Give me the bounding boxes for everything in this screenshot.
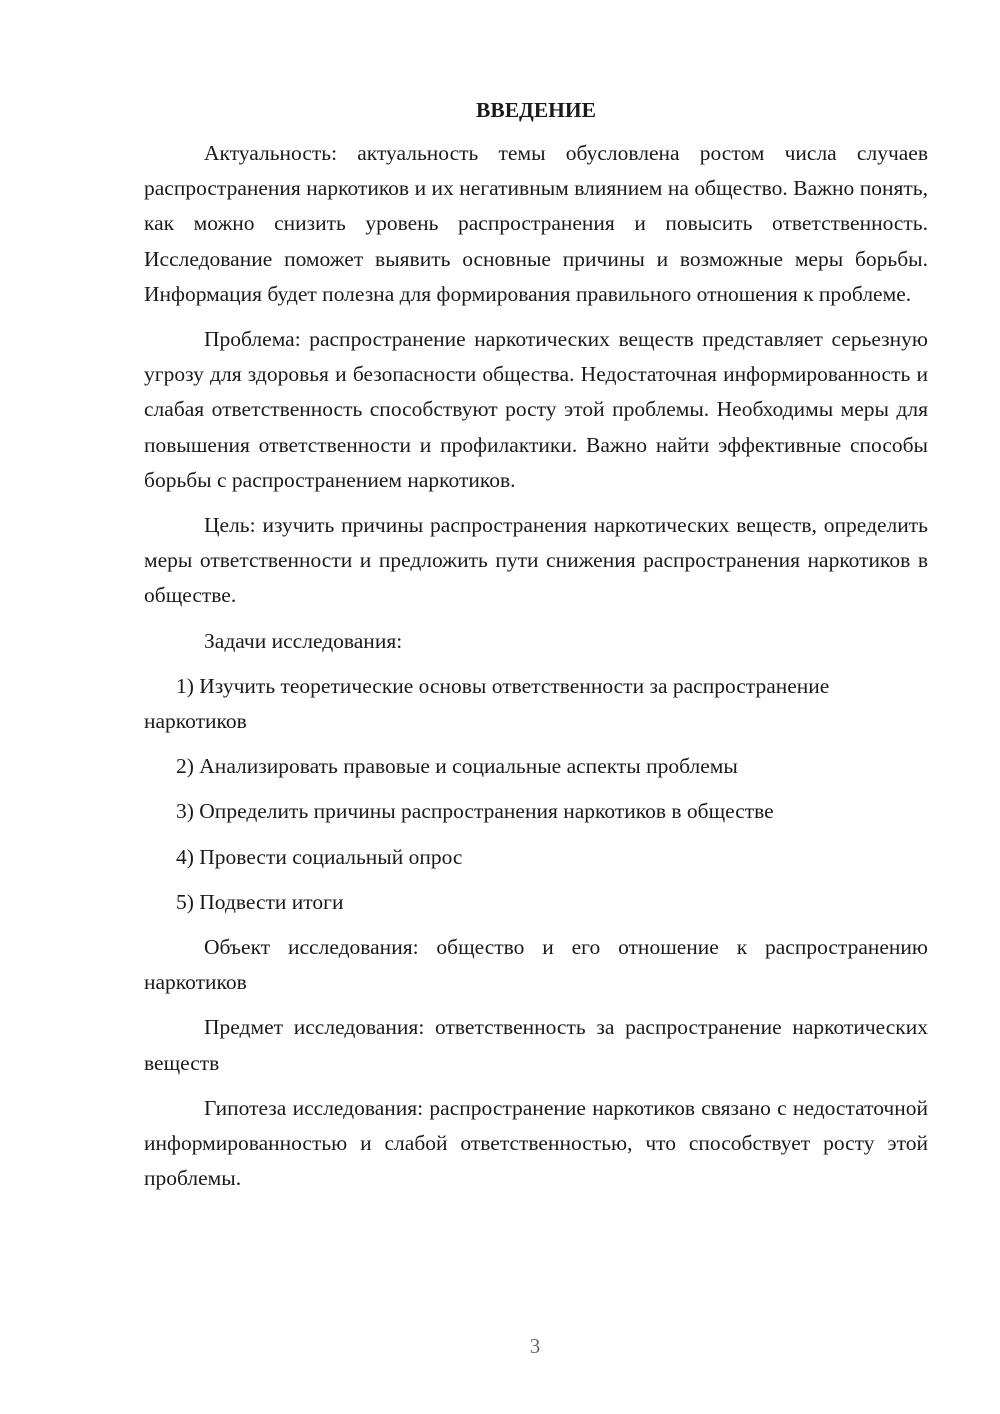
goal-paragraph: Цель: изучить причины распространения наркотических веществ, определить меры ответственности и предложить пути снижения распространения наркотиков в обществе. xyxy=(144,513,928,608)
document-page xyxy=(144,94,928,1206)
tasks-list xyxy=(144,669,928,920)
page-number: 3 xyxy=(529,1334,541,1358)
relevance-paragraph: Актуальность: актуальность темы обусловлена ростом числа случаев распространения наркотиков и их негативным влиянием на общество. Важно понять, как можно снизить уровень распространения и повысить ответственность. Исследование поможет выявить основные причины и возможные меры борьбы. Информация будет полезна для формирования правильного отношения к проблеме. xyxy=(144,141,928,306)
section-title: ВВЕДЕНИЕ xyxy=(476,98,596,122)
task-item: 4) Провести социальный опрос xyxy=(176,844,463,869)
object-paragraph: Объект исследования: общество и его отношение к распространению наркотиков xyxy=(144,935,928,995)
task-item: 5) Подвести итоги xyxy=(176,889,344,914)
task-item: 2) Анализировать правовые и социальные аспекты проблемы xyxy=(176,754,738,779)
tasks-heading: Задачи исследования: xyxy=(204,628,403,653)
hypothesis-paragraph: Гипотеза исследования: распространение наркотиков связано с недостаточной информированностью и слабой ответственностью, что способствует росту этой проблемы. xyxy=(144,1095,928,1191)
subject-paragraph: Предмет исследования: ответственность за распространение наркотических веществ xyxy=(144,1015,928,1075)
task-item: 3) Определить причины распространения наркотиков в обществе xyxy=(176,799,774,824)
task-item: 1) Изучить теоретические основы ответственности за распространение наркотиков xyxy=(144,673,830,734)
problem-paragraph: Проблема: распространение наркотических веществ представляет серьезную угрозу для здоровья и безопасности общества. Недостаточная информированность и слабая ответственность способствуют росту этой проблемы. Необходимы меры для повышения ответственности и профилактики. Важно найти эффективные способы борьбы с распространением наркотиков. xyxy=(144,327,928,492)
